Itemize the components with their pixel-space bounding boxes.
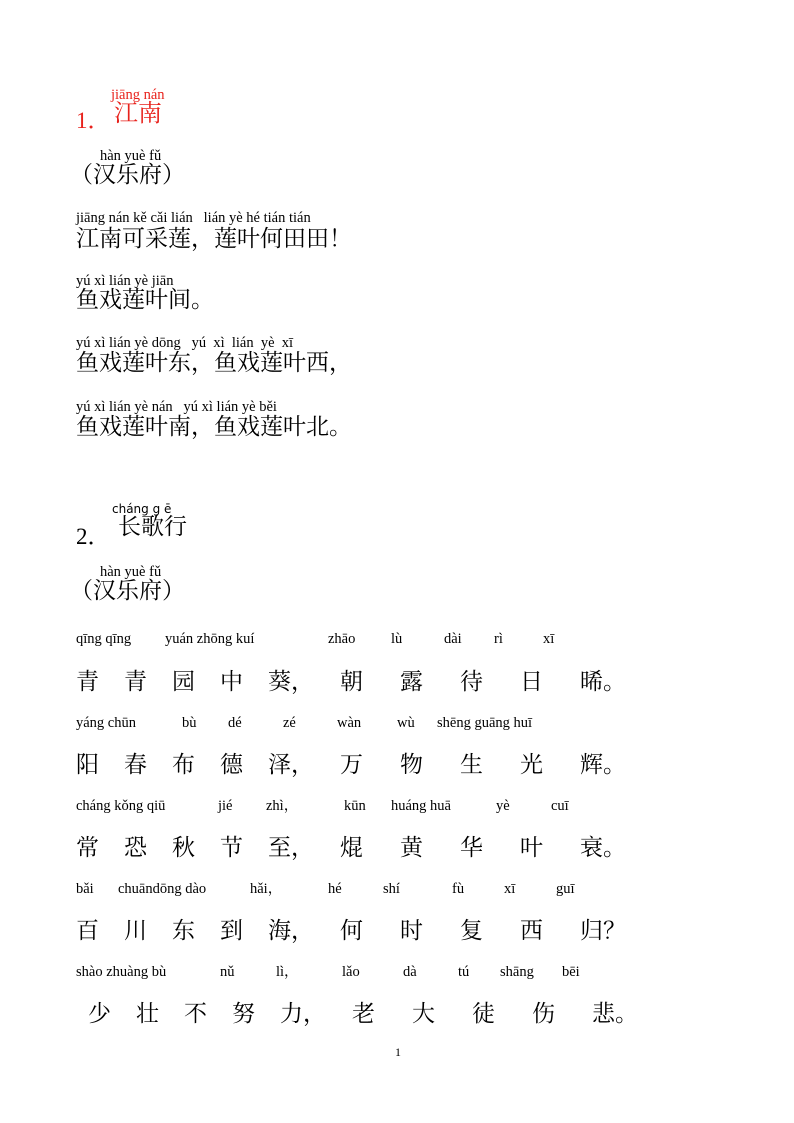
poem2-line4-pinyin: bǎi <box>76 881 94 897</box>
page-number: 1 <box>395 1045 401 1059</box>
poem2-line3-pinyin: kūn <box>344 798 366 814</box>
poem2-line1-char: 待 <box>460 669 483 695</box>
poem2-line3-pinyin: huáng huā <box>391 798 451 814</box>
poem2-line4-char: 复 <box>460 918 483 944</box>
poem2-line3-char: 节 <box>220 835 243 861</box>
poem2-line3-pinyin: yè <box>496 798 510 814</box>
poem2-line5-pinyin: dà <box>403 964 417 980</box>
poem2-line4-pinyin: fù <box>452 881 465 897</box>
poem1-title: 江南 <box>114 99 162 127</box>
poem2-line4-char: 西 <box>520 918 543 944</box>
poem2-line4-char: 川 <box>124 918 147 944</box>
poem2-line5-char: 徒 <box>472 1001 495 1027</box>
poem2-line5-pinyin: nǔ <box>220 964 235 980</box>
poem2-line2-char: 物 <box>400 752 423 778</box>
poem2-line5-char: 努 <box>232 1001 255 1027</box>
poem2-line3-pinyin: cháng kǒng qiū <box>76 798 166 814</box>
poem2-line2-char: 生 <box>460 752 483 778</box>
poem2-line2-pinyin: zé <box>283 715 296 731</box>
poem1-line4-pinyin: yú xì lián yè nán yú xì lián yè běi <box>76 399 277 415</box>
poem2-line3-char: 恐 <box>124 835 147 861</box>
poem2-line1-pinyin: zhāo <box>328 631 356 647</box>
poem2-line4-pinyin: chuāndōng dào <box>118 881 207 897</box>
poem2-line1-pinyin: qīng qīng <box>76 631 132 647</box>
poem2-line3-char: 秋 <box>172 835 195 861</box>
poem2-line4-pinyin: shí <box>383 881 400 897</box>
poem2-line1-char: 葵， <box>268 669 314 695</box>
poem2-line2-char: 泽， <box>268 752 314 778</box>
poem2-line4-pinyin: hé <box>328 881 342 897</box>
poem2-line5-char: 壮 <box>136 1001 159 1027</box>
poem2-line5-pinyin: shào zhuàng bù <box>76 964 167 980</box>
poem1-line1: 江南可采莲，莲叶何田田！ <box>76 226 352 252</box>
poem2-line1-pinyin: yuán zhōng kuí <box>165 631 255 647</box>
poem2-line1-pinyin: rì <box>494 631 503 647</box>
poem2-line5-pinyin: tú <box>458 964 470 980</box>
poem2-line3-char: 至， <box>268 835 314 861</box>
poem2-line4-char: 到 <box>220 918 243 944</box>
poem2-line3-char: 华 <box>460 835 483 861</box>
poem1-source: （汉乐府） <box>70 162 185 188</box>
poem2-line4-char: 百 <box>76 918 99 944</box>
poem2-line3-char: 常 <box>76 835 99 861</box>
poem2-line5-pinyin: shāng <box>500 964 534 980</box>
poem2-line5-pinyin: lǎo <box>342 964 360 980</box>
poem2-line2-char: 德 <box>220 752 243 778</box>
poem2-line5-char: 少 <box>88 1001 111 1027</box>
poem2-line5-pinyin: lì， <box>276 964 299 980</box>
poem2-line5-char: 不 <box>184 1001 207 1027</box>
poem2-line2-char: 光 <box>520 752 543 778</box>
poem2-number: 2． <box>76 524 111 549</box>
poem2-line1-char: 园 <box>172 669 195 695</box>
poem2-line1-pinyin: lù <box>391 631 403 647</box>
poem2-line3-pinyin: jié <box>218 798 233 814</box>
poem2-line3-char: 焜 <box>340 835 363 861</box>
poem2-line2-char: 辉。 <box>580 752 626 778</box>
poem2-line1-pinyin: dài <box>444 631 462 647</box>
poem2-line5-char: 悲。 <box>592 1001 638 1027</box>
poem1-line1-pinyin: jiāng nán kě cǎi lián lián yè hé tián tián <box>76 210 311 226</box>
poem1-line2-pinyin: yú xì lián yè jiān <box>76 273 174 289</box>
poem2-line2-pinyin: dé <box>228 715 242 731</box>
poem2-line3-pinyin: cuī <box>551 798 569 814</box>
poem2-line4-pinyin: hǎi， <box>250 881 283 897</box>
poem2-line5-char: 老 <box>352 1001 375 1027</box>
poem2-line5-char: 力， <box>280 1001 326 1027</box>
poem2-line3-char: 叶 <box>520 835 543 861</box>
poem1-line4: 鱼戏莲叶南，鱼戏莲叶北。 <box>76 414 352 440</box>
poem2-line4-char: 何 <box>340 918 363 944</box>
poem2-line4-pinyin: xī <box>504 881 516 897</box>
poem2-line2-pinyin: wù <box>397 715 415 731</box>
poem2-line3-pinyin: zhì， <box>266 798 299 814</box>
poem1-source-pinyin: hàn yuè fǔ <box>100 148 162 164</box>
poem1-line2: 鱼戏莲叶间。 <box>76 287 214 313</box>
poem2-line1-pinyin: xī <box>543 631 555 647</box>
poem2-line1-char: 中 <box>220 669 243 695</box>
poem1-line3-pinyin: yú xì lián yè dōng yú xì lián yè xī <box>76 335 294 351</box>
poem2-line2-char: 春 <box>124 752 147 778</box>
poem2-line4-char: 海， <box>268 918 314 944</box>
poem2-line2-pinyin: wàn <box>337 715 362 731</box>
poem2-source: （汉乐府） <box>70 578 185 604</box>
poem2-line4-char: 时 <box>400 918 423 944</box>
poem2-line5-char: 大 <box>412 1001 435 1027</box>
poem2-line1-char: 朝 <box>340 669 363 695</box>
poem2-line5-pinyin: bēi <box>562 964 580 980</box>
poem1-title-pinyin: jiāng nán <box>111 87 165 103</box>
poem2-line2-char: 布 <box>172 752 195 778</box>
poem2-line1-char: 日 <box>520 669 543 695</box>
poem2-line4-char: 东 <box>172 918 195 944</box>
poem1-line3: 鱼戏莲叶东，鱼戏莲叶西， <box>76 350 352 376</box>
poem2-title-pinyin: cháng g ē <box>112 502 172 516</box>
poem2-line2-pinyin: yáng chūn <box>76 715 136 731</box>
poem1-number: 1． <box>76 108 111 133</box>
poem2-line1-char: 晞。 <box>580 669 626 695</box>
poem2-line2-pinyin: bù <box>182 715 197 731</box>
poem2-line2-char: 阳 <box>76 752 99 778</box>
poem2-line1-char: 青 <box>76 669 99 695</box>
poem2-line2-char: 万 <box>340 752 363 778</box>
poem2-line4-pinyin: guī <box>556 881 575 897</box>
poem2-source-pinyin: hàn yuè fǔ <box>100 564 162 580</box>
poem2-line4-char: 归？ <box>580 918 626 944</box>
poem2-line2-pinyin: shēng guāng huī <box>437 715 533 731</box>
poem2-line3-char: 黄 <box>400 835 423 861</box>
poem2-line1-char: 露 <box>400 669 423 695</box>
poem2-title: 长歌行 <box>118 514 187 540</box>
poem2-line1-char: 青 <box>124 669 147 695</box>
poem2-line3-char: 衰。 <box>580 835 626 861</box>
poem2-line5-char: 伤 <box>532 1001 555 1027</box>
